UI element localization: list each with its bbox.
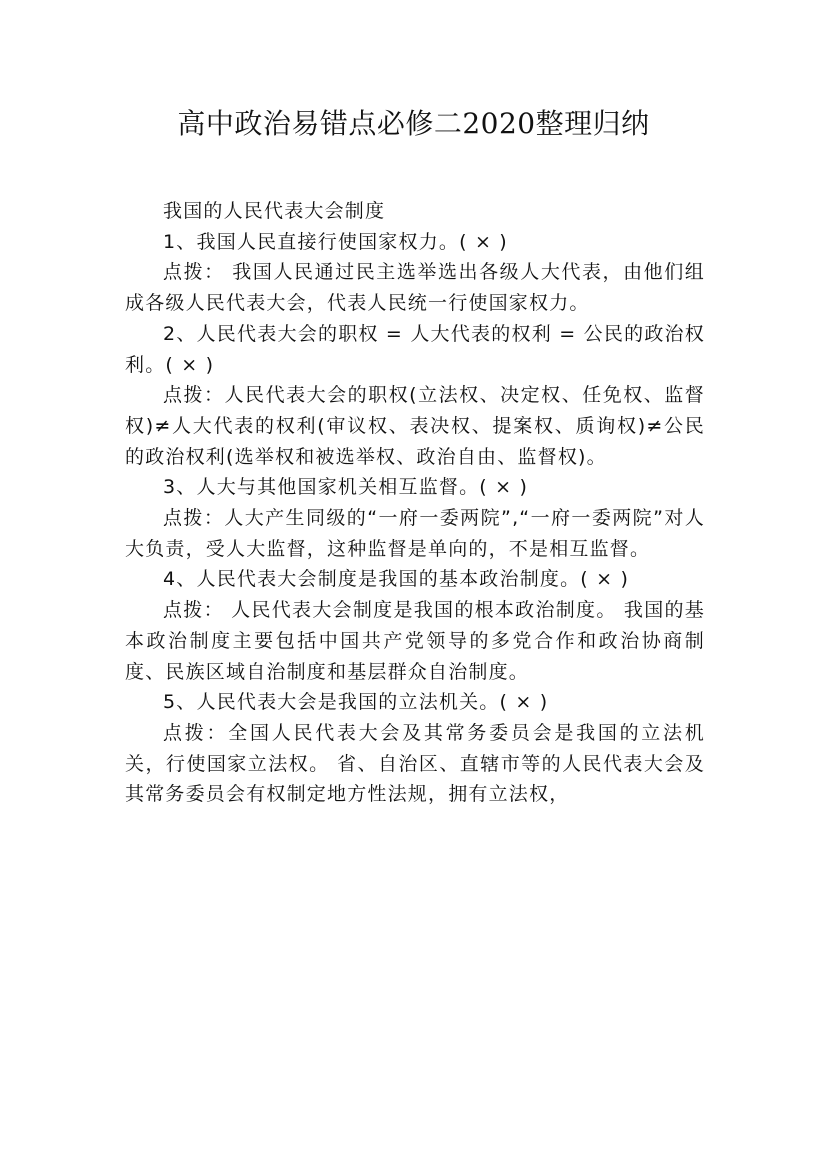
question-5: 5、人民代表大会是我国的立法机关。( × ) xyxy=(163,691,549,714)
question-2: 2、人民代表大会的职权 = 人大代表的权利 = 公民的政治权利。( × ) xyxy=(125,322,705,376)
explanation-5: 点拨：全国人民代表大会及其常务委员会是我国的立法机关，行使国家立法权。 省、自治区、直辖市等的人民代表大会及其常务委员会有权制定地方性法规，拥有立法权， xyxy=(125,721,705,806)
explanation-4: 点拨： 人民代表大会制度是我国的根本政治制度。 我国的基本政治制度主要包括中国共产党领导的多党合作和政治协商制度、民族区域自治制度和基层群众自治制度。 xyxy=(125,599,705,683)
question-4: 4、人民代表大会制度是我国的基本政治制度。( × ) xyxy=(163,568,630,591)
explanation-3: 点拨：人大产生同级的“一府一委两院”,“一府一委两院”对人大负责，受人大监督，这种监督是单向的，不是相互监督。 xyxy=(125,507,705,560)
question-3: 3、人大与其他国家机关相互监督。( × ) xyxy=(163,476,529,499)
explanation-1: 点拨： 我国人民通过民主选举选出各级人大代表，由他们组成各级人民代表大会，代表人民统一行使国家权力。 xyxy=(125,261,705,315)
question-1: 1、我国人民直接行使国家权力。( × ) xyxy=(163,230,508,253)
document-title: 高中政治易错点必修二2020整理归纳 xyxy=(177,107,650,140)
explanation-2: 点拨：人民代表大会的职权(立法权、决定权、任免权、监督权)≠人大代表的权利(审议权、表决权、提案权、质询权)≠公民的政治权利(选举权和被选举权、政治自由、监督权)。 xyxy=(125,384,705,468)
section-heading: 我国的人民代表大会制度 xyxy=(163,200,386,222)
document-body xyxy=(125,196,705,810)
